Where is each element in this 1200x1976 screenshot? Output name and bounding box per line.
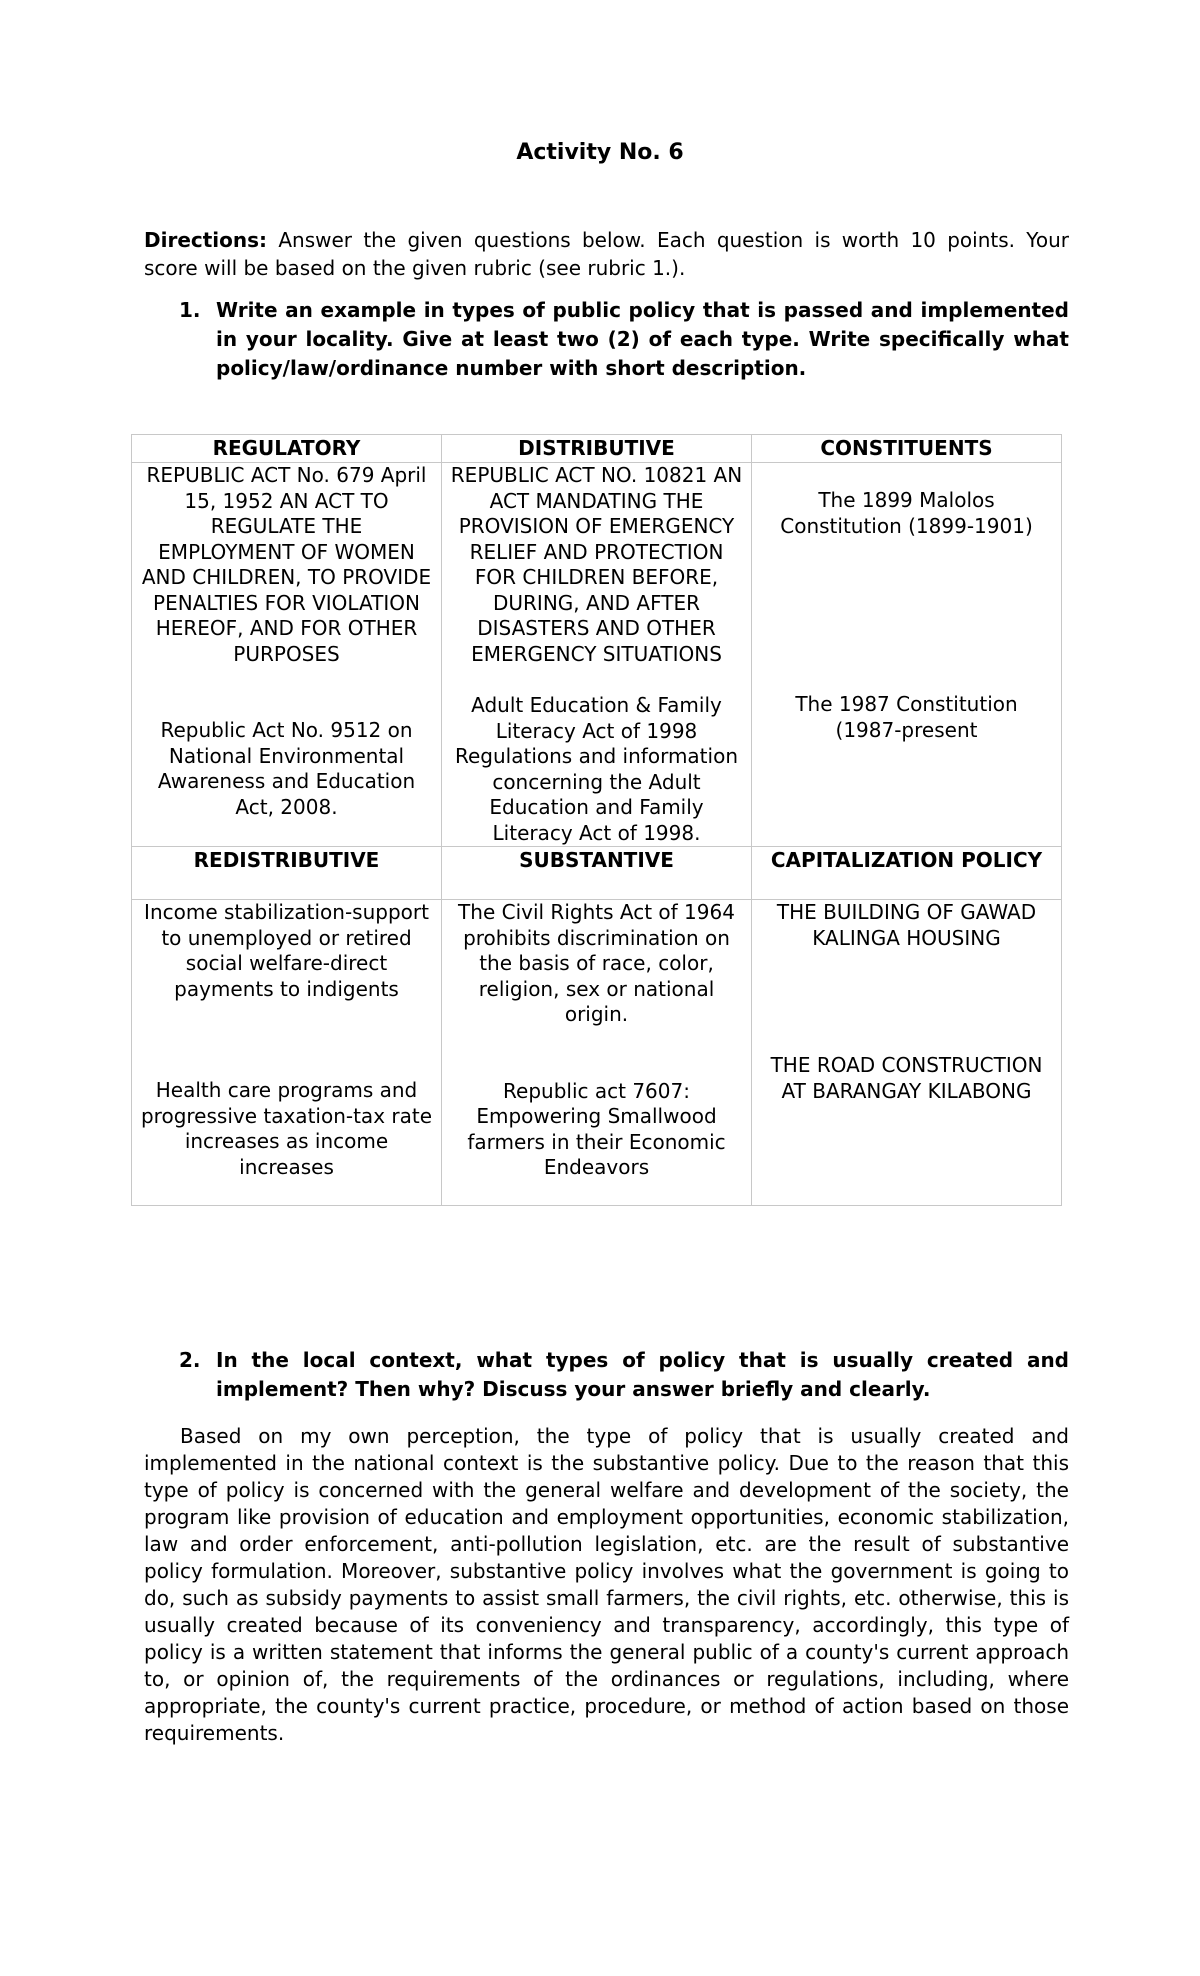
header-capitalization-policy: CAPITALIZATION POLICY xyxy=(752,847,1062,900)
table-row xyxy=(132,463,1062,847)
header-distributive: DISTRIBUTIVE xyxy=(442,435,752,463)
question-2-number: 2. xyxy=(179,1348,201,1372)
question-1-text: Write an example in types of public policy that is passed and implemented in your locality. Give at least two (2) of each type. Write specifically what policy/law/ordinance number with short description. xyxy=(216,298,1069,380)
capitalization-example-2: THE ROAD CONSTRUCTION AT BARANGAY KILABONG xyxy=(770,1053,1043,1103)
regulatory-example-1: REPUBLIC ACT No. 679 April 15, 1952 AN ACT TO REGULATE THE EMPLOYMENT OF WOMEN AND CHILDREN, TO PROVIDE PENALTIES FOR VIOLATION HEREOF, AND FOR OTHER PURPOSES xyxy=(141,463,432,666)
answer-text: Based on my own perception, the type of policy that is usually created and implemented in the national context is the substantive policy. Due to the reason that this type of policy is concerned with the general welfare and development of the society, the program like provision of education and employment opportunities, economic stabilization, law and order enforcement, anti-pollution legislation, etc. are the result of substantive policy formulation. Moreover, substantive policy involves what the government is going to do, such as subsidy payments to assist small farmers, the civil rights, etc. otherwise, this is usually created because of its conveniency and transparency, accordingly, this type of policy is a written statement that informs the general public of a county's current approach to, or opinion of, the requirements of the ordinances or regulations, including, where appropriate, the county's current practice, procedure, or method of action based on those requirements. xyxy=(144,1424,1069,1745)
directions xyxy=(144,226,1069,282)
header-substantive: SUBSTANTIVE xyxy=(442,847,752,900)
distributive-example-1: REPUBLIC ACT NO. 10821 AN ACT MANDATING THE PROVISION OF EMERGENCY RELIEF AND PROTECTION FOR CHILDREN BEFORE, DURING, AND AFTER DISASTERS AND OTHER EMERGENCY SITUATIONS xyxy=(450,463,743,666)
header-regulatory: REGULATORY xyxy=(132,435,442,463)
table-row xyxy=(132,900,1062,1206)
distributive-cell xyxy=(442,463,752,847)
question-1 xyxy=(144,296,1069,383)
directions-label: Directions: xyxy=(144,228,268,252)
redistributive-example-1: Income stabilization-support to unemployed or retired social welfare-direct payments to indigents xyxy=(144,900,429,1001)
regulatory-cell xyxy=(132,463,442,847)
regulatory-example-2: Republic Act No. 9512 on National Environmental Awareness and Education Act, 2008. xyxy=(157,718,416,819)
substantive-example-2: Republic act 7607: Empowering Smallwood farmers in their Economic Endeavors xyxy=(467,1078,726,1179)
constituents-example-2: The 1987 Constitution (1987-present xyxy=(795,692,1018,742)
substantive-example-1: The Civil Rights Act of 1964 prohibits discrimination on the basis of race, color, religion, sex or national origin. xyxy=(458,900,735,1026)
constituents-example-1: The 1899 Malolos Constitution (1899-1901) xyxy=(780,488,1033,538)
header-constituents: CONSTITUENTS xyxy=(752,435,1062,463)
question-2 xyxy=(144,1346,1069,1404)
table-header-row xyxy=(132,435,1062,463)
question-2-text: In the local context, what types of policy that is usually created and implement? Then why? Discuss your answer briefly and clearly. xyxy=(216,1348,1069,1401)
question-1-number: 1. xyxy=(179,298,201,322)
substantive-cell xyxy=(442,900,752,1206)
answer-paragraph xyxy=(144,1423,1069,1747)
capitalization-example-1: THE BUILDING OF GAWAD KALINGA HOUSING xyxy=(776,900,1037,950)
distributive-example-2: Adult Education & Family Literacy Act of 1998 Regulations and information concerning the Adult Education and Family Literacy Act of 1998. xyxy=(455,693,738,845)
directions-text: Answer the given questions below. Each question is worth 10 points. Your score will be based on the given rubric (see rubric 1.). xyxy=(144,228,1069,280)
capitalization-cell xyxy=(752,900,1062,1206)
policy-types-table xyxy=(131,434,1062,1206)
constituents-cell xyxy=(752,463,1062,847)
redistributive-cell xyxy=(132,900,442,1206)
table-header-row xyxy=(132,847,1062,900)
header-redistributive: REDISTRIBUTIVE xyxy=(132,847,442,900)
redistributive-example-2: Health care programs and progressive taxation-tax rate increases as income increases xyxy=(140,1078,433,1179)
page-title: Activity No. 6 xyxy=(516,140,684,165)
